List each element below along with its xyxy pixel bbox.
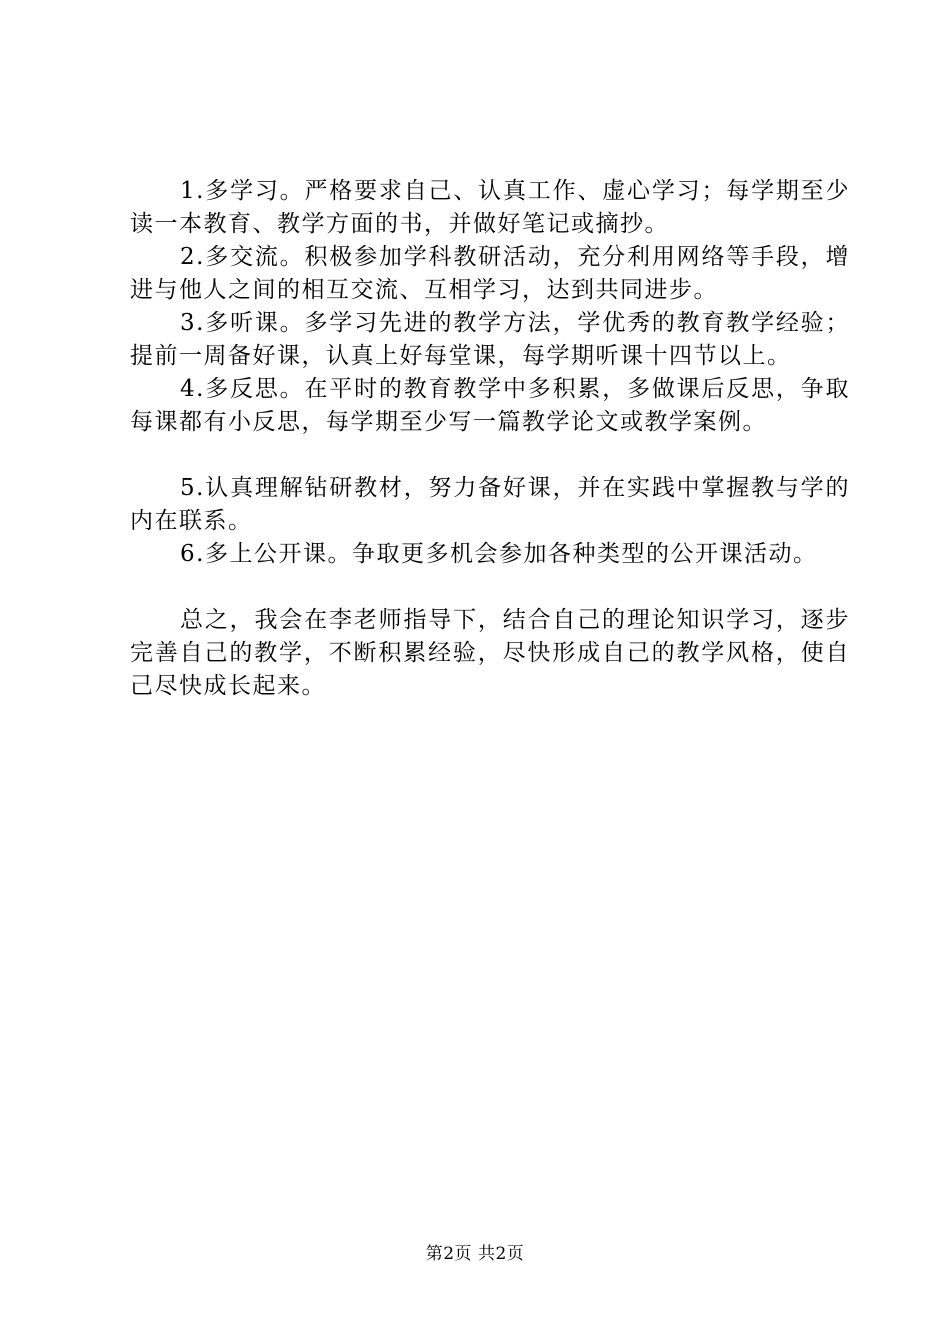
paragraph-item-5: 5.认真理解钻研教材，努力备好课，并在实践中掌握教与学的内在联系。 <box>130 475 850 534</box>
page-footer: 第2页 共2页 <box>425 1244 525 1264</box>
paragraph-item-3: 3.多听课。多学习先进的教学方法，学优秀的教育教学经验；提前一周备好课，认真上好每堂课，每学期听课十四节以上。 <box>130 310 850 369</box>
paragraph-item-4: 4.多反思。在平时的教育教学中多积累，多做课后反思，争取每课都有小反思，每学期至少写一篇教学论文或教学案例。 <box>130 376 850 435</box>
paragraph-gap <box>130 571 850 604</box>
paragraph-item-1: 1.多学习。严格要求自己、认真工作、虚心学习；每学期至少读一本教育、教学方面的书，并做好笔记或摘抄。 <box>130 178 850 237</box>
paragraph-gap <box>130 439 850 472</box>
document-body <box>130 175 850 703</box>
paragraph-item-6: 6.多上公开课。争取更多机会参加各种类型的公开课活动。 <box>180 541 818 567</box>
summary-paragraph: 总之，我会在李老师指导下，结合自己的理论知识学习，逐步完善自己的教学，不断积累经验，尽快形成自己的教学风格，使自己尽快成长起来。 <box>130 607 850 699</box>
paragraph-item-2: 2.多交流。积极参加学科教研活动，充分利用网络等手段，增进与他人之间的相互交流、互相学习，达到共同进步。 <box>130 244 850 303</box>
